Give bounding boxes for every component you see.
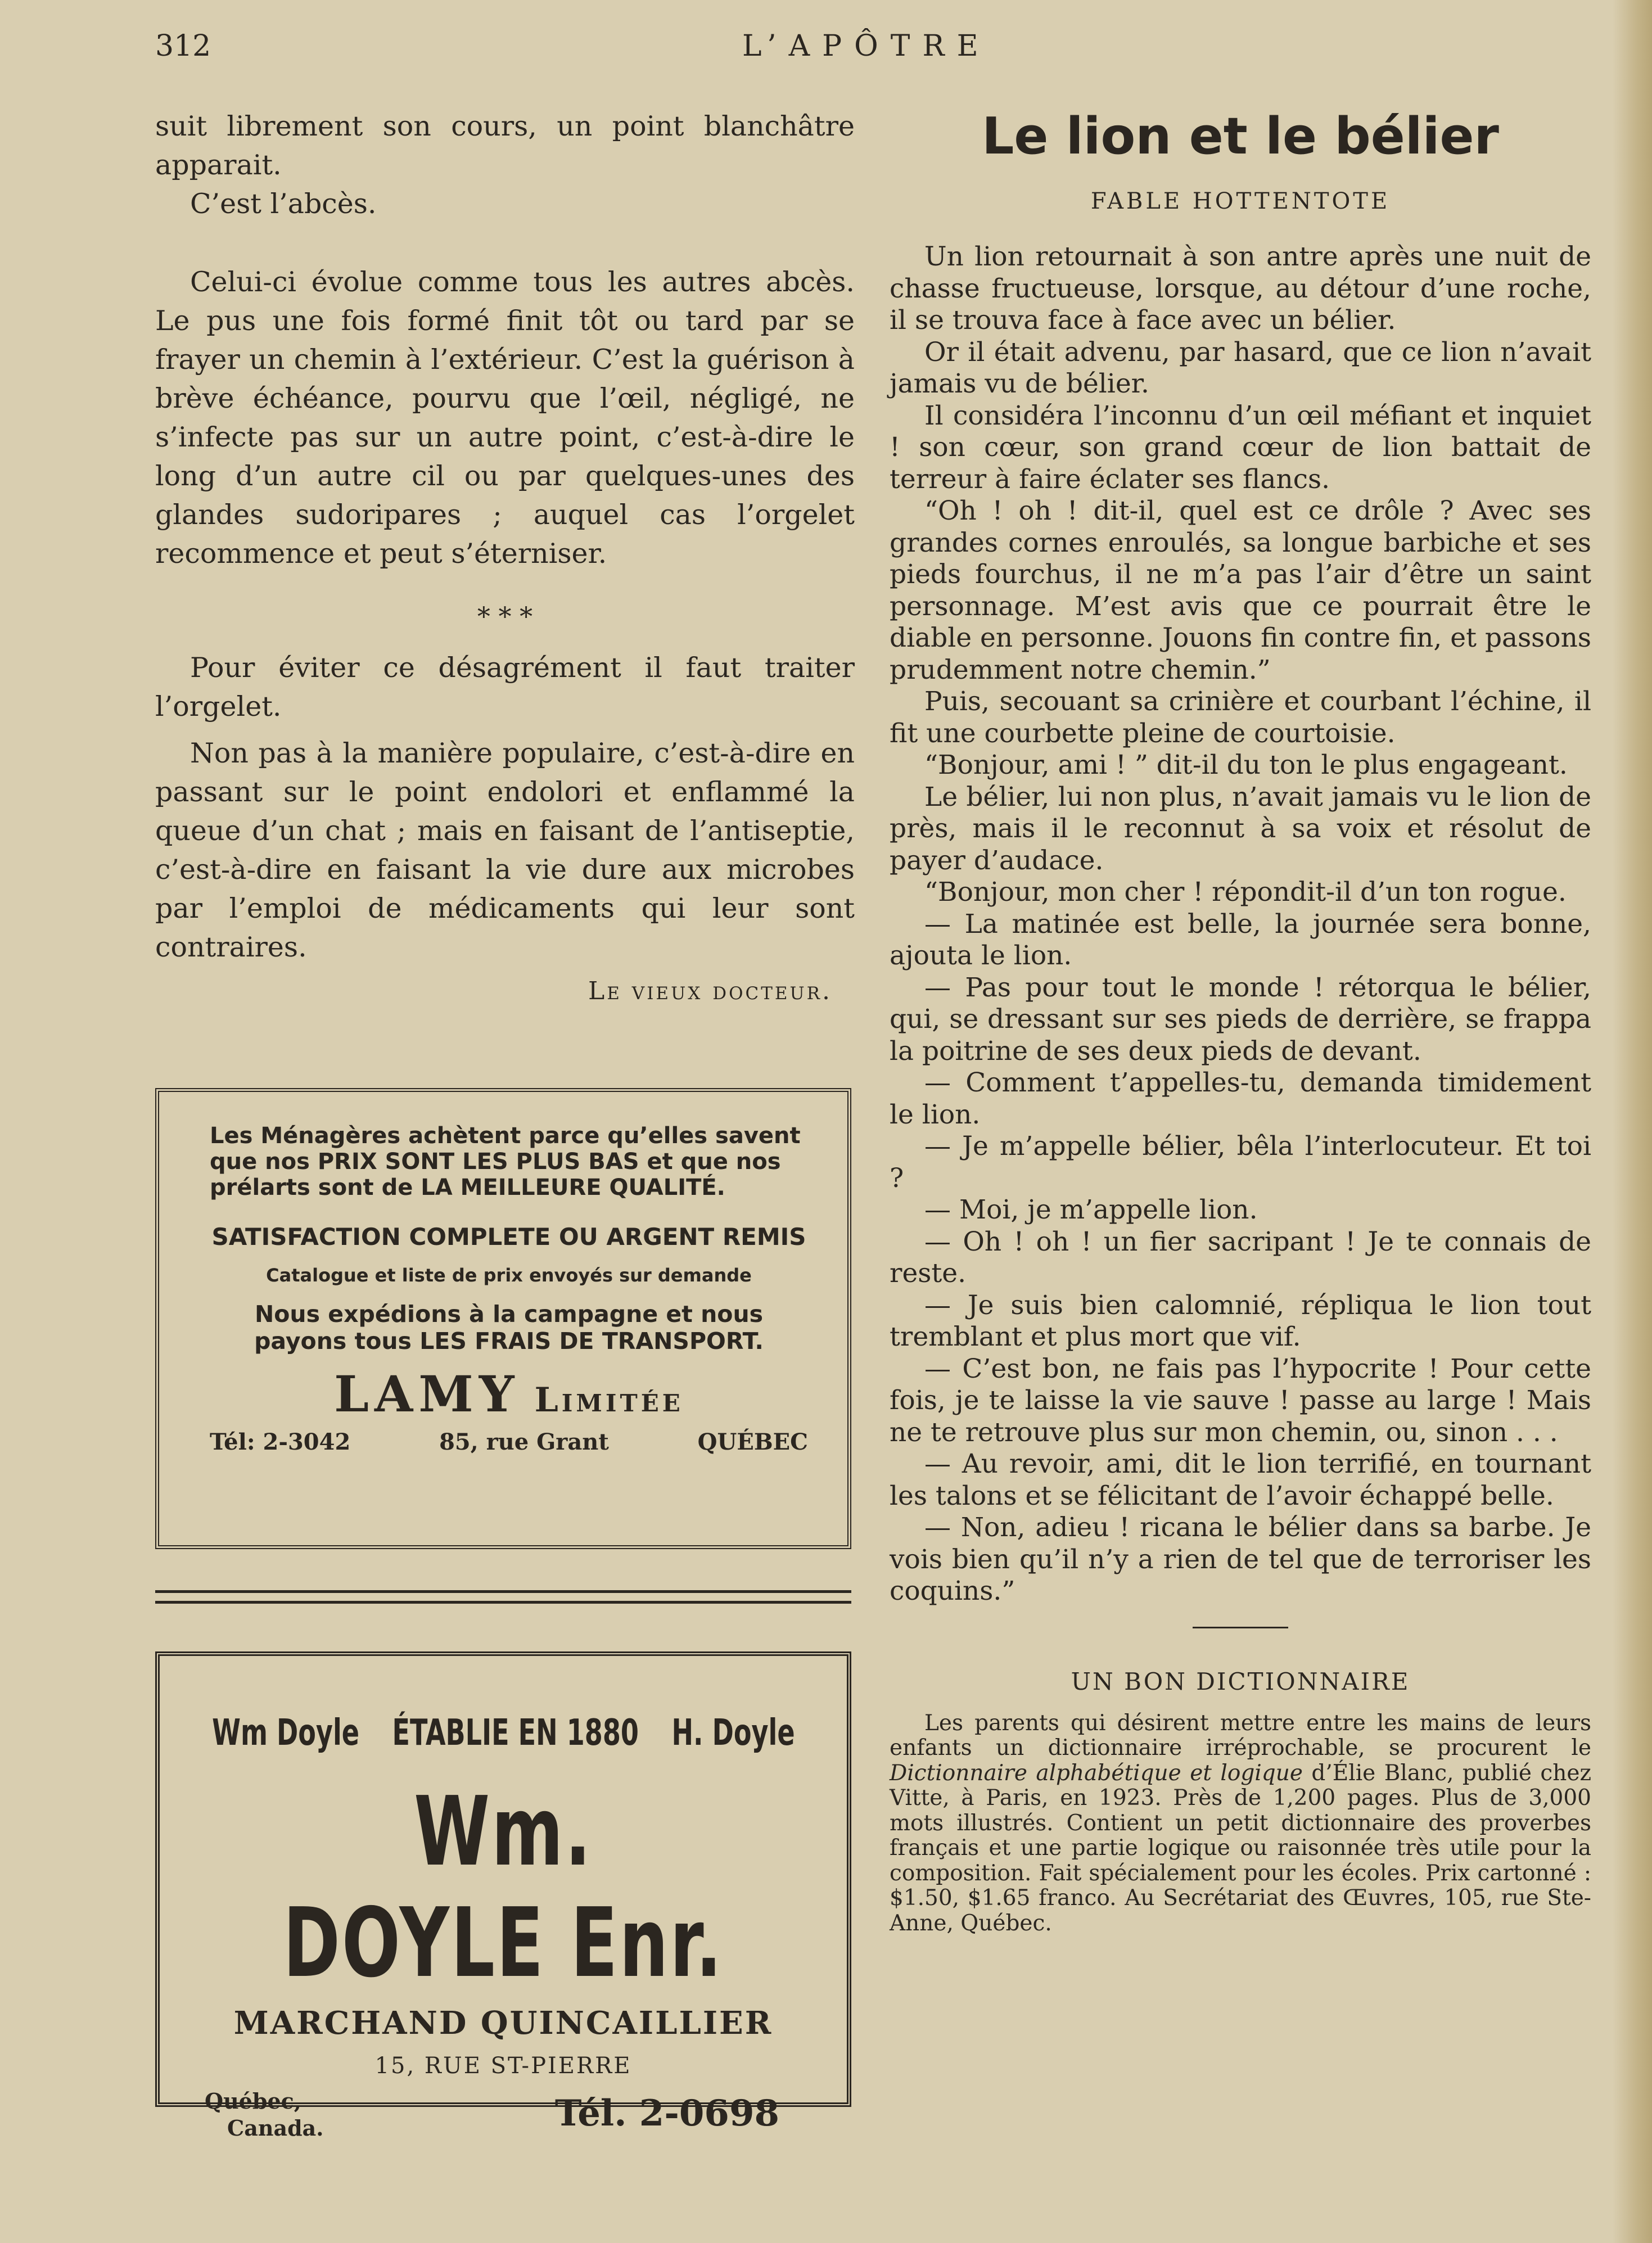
ad-headline: SATISFACTION COMPLETE OU ARGENT REMIS <box>211 1223 806 1251</box>
ad-company-name: Wm. DOYLE Enr. <box>283 1776 724 1999</box>
article-paragraph: — Pas pour tout le monde ! rétorqua le bélier, qui, se dressant sur ses pieds de derrière, se frappa la poitrine de ses deux pieds de devant. <box>890 972 1591 1067</box>
ad-text: Les Ménagères achètent parce qu’elles savent que nos PRIX SONT LES PLUS BAS et que nos prélarts sont de LA MEILLEURE QUALITÉ. <box>210 1123 801 1201</box>
article-paragraph: — La matinée est belle, la journée sera bonne, ajouta le lion. <box>890 908 1591 971</box>
article-paragraph: — Moi, je m’appelle lion. <box>924 1194 1258 1225</box>
right-column <box>890 107 1591 1936</box>
ad-brand <box>210 1365 808 1423</box>
article-paragraph: — Non, adieu ! ricana le bélier dans sa barbe. Je vois bien qu’il n’y a rien de tel que de terroriser les coquins.” <box>890 1512 1591 1606</box>
article-paragraph: — C’est bon, ne fais pas l’hypocrite ! Pour cette fois, je te laisse la vie sauve ! passe au large ! Mais ne te retrouve plus sur mon chemin, ou, sinon . . . <box>890 1353 1591 1448</box>
paragraph: C’est l’abcès. <box>190 188 377 220</box>
paragraph: suit librement son cours, un point blanchâtre apparait. <box>155 110 855 181</box>
section-separator: * * * <box>477 601 533 631</box>
article-paragraph: — Au revoir, ami, dit le lion terrifié, en tournant les talons et se félicitant de l’avoir échappé belle. <box>890 1448 1591 1511</box>
article-title: Le lion et le bélier <box>982 107 1499 166</box>
ad-owner-left: Wm Doyle <box>211 1712 359 1754</box>
article-paragraph: Le bélier, lui non plus, n’avait jamais vu le lion de près, mais il le reconnut à sa voix et résolut de payer d’audace. <box>890 781 1591 876</box>
brand-suffix: Limitée <box>534 1380 684 1420</box>
ad-shipping-note: Nous expédions à la campagne et nous payons tous LES FRAIS DE TRANSPORT. <box>254 1301 764 1355</box>
paragraph: Non pas à la manière populaire, c’est-à-dire en passant sur le point endolori et enflammé la queue d’un chat ; mais en faisant de l’antiseptie, c’est-à-dire en faisant la vie dure aux microbes par l’emploi de médicaments qui leur sont contraires. <box>155 737 855 963</box>
short-rule <box>1193 1627 1288 1628</box>
ad-bottom-line <box>193 2088 813 2142</box>
signature: Le vieux docteur. <box>588 977 832 1005</box>
article-paragraph: “Oh ! oh ! dit-il, quel est ce drôle ? Avec ses grandes cornes enroulés, sa longue barbiche et ses pieds fourchus, il ne m’a pas l’air d’être un saint personnage. M’est avis que ce pourrait être le diable en personne. Jouons fin contre fin, et passons prudemment notre chemin.” <box>890 495 1591 685</box>
article-subtitle: FABLE HOTTENTOTE <box>1090 188 1391 214</box>
ad-address: 85, rue Grant <box>439 1429 609 1455</box>
running-title: L’APÔTRE <box>742 29 991 63</box>
notice-text: Les parents qui désirent mettre entre les mains de leurs enfants un dictionnaire irréprochable, se procurent le Dictionnaire alphabétique et logique d’Élie Blanc, publié chez Vitte, à Paris, en 1923. Près de 1,200 pages. Plus de 3,000 mots illustrés. Contient un petit dictionnaire des proverbes français et une partie logique ou raisonnée très utile pour la composition. Fait spécialement pour les écoles. Prix cartonné : $1.50, $1.65 franco. Au Secrétariat des Œuvres, 105, rue Ste-Anne, Québec. <box>890 1710 1591 1936</box>
double-rule <box>155 1590 851 1604</box>
left-column <box>155 107 855 1005</box>
page-number: 312 <box>155 29 211 63</box>
article-paragraph: — Oh ! oh ! un fier sacripant ! Je te connais de reste. <box>890 1226 1591 1289</box>
ad-city: Québec, Canada. <box>205 2088 324 2141</box>
article-paragraph: Il considéra l’inconnu d’un œil méfiant et inquiet ! son cœur, son grand cœur de lion battait de terreur à faire éclater ses flancs. <box>890 400 1591 495</box>
article-body <box>890 241 1591 1608</box>
article-paragraph: “Bonjour, ami ! ” dit-il du ton le plus engageant. <box>924 750 1568 780</box>
article-paragraph: — Je suis bien calomnié, répliqua le lion tout tremblant et plus mort que vif. <box>890 1289 1591 1352</box>
ad-lamy <box>155 1088 851 1549</box>
notice-title: UN BON DICTIONNAIRE <box>1071 1667 1410 1695</box>
ad-owner-right: H. Doyle <box>671 1712 795 1754</box>
ad-top-line <box>196 1712 811 1754</box>
book-title: Dictionnaire alphabétique et logique <box>890 1760 1303 1786</box>
ad-catalogue-note: Catalogue et liste de prix envoyés sur demande <box>266 1265 752 1286</box>
article-paragraph: Or il était advenu, par hasard, que ce lion n’avait jamais vu de bélier. <box>890 336 1591 399</box>
paragraph: Celui-ci évolue comme tous les autres abcès. Le pus une fois formé finit tôt ou tard par se frayer un chemin à l’extérieur. C’est la guérison à brève échéance, pourvu que l’œil, négligé, ne s’infecte pas sur un autre point, c’est-à-dire le long d’un autre cil ou par quelques-unes des glandes sudoripares ; auquel cas l’orgelet recommence et peut s’éterniser. <box>155 266 855 570</box>
ad-trade: MARCHAND QUINCAILLIER <box>233 2005 773 2042</box>
article-paragraph: Un lion retournait à son antre après une nuit de chasse fructueuse, lorsque, au détour d’une roche, il se trouva face à face avec un bélier. <box>890 241 1591 336</box>
article-paragraph: — Je m’appelle bélier, bêla l’interlocuteur. Et toi ? <box>890 1131 1591 1194</box>
article-paragraph: “Bonjour, mon cher ! répondit-il d’un ton rogue. <box>924 877 1567 908</box>
paragraph: Pour éviter ce désagrément il faut traiter l’orgelet. <box>155 652 855 723</box>
ad-established: ÉTABLIE EN 1880 <box>392 1712 639 1754</box>
ad-doyle <box>155 1651 851 2141</box>
ad-city: QUÉBEC <box>697 1429 808 1455</box>
article-paragraph: Puis, secouant sa crinière et courbant l’échine, il fit une courbette pleine de courtoisie. <box>890 686 1591 749</box>
brand-name: LAMY <box>334 1365 520 1423</box>
ad-phone: Tél: 2-3042 <box>210 1429 351 1455</box>
page-edge <box>1613 0 1652 2243</box>
ad-address: 15, RUE ST-PIERRE <box>374 2053 632 2079</box>
article-paragraph: — Comment t’appelles-tu, demanda timidement le lion. <box>890 1067 1591 1130</box>
ad-phone: Tél. 2-0698 <box>554 2092 779 2134</box>
ad-contact <box>210 1429 808 1455</box>
